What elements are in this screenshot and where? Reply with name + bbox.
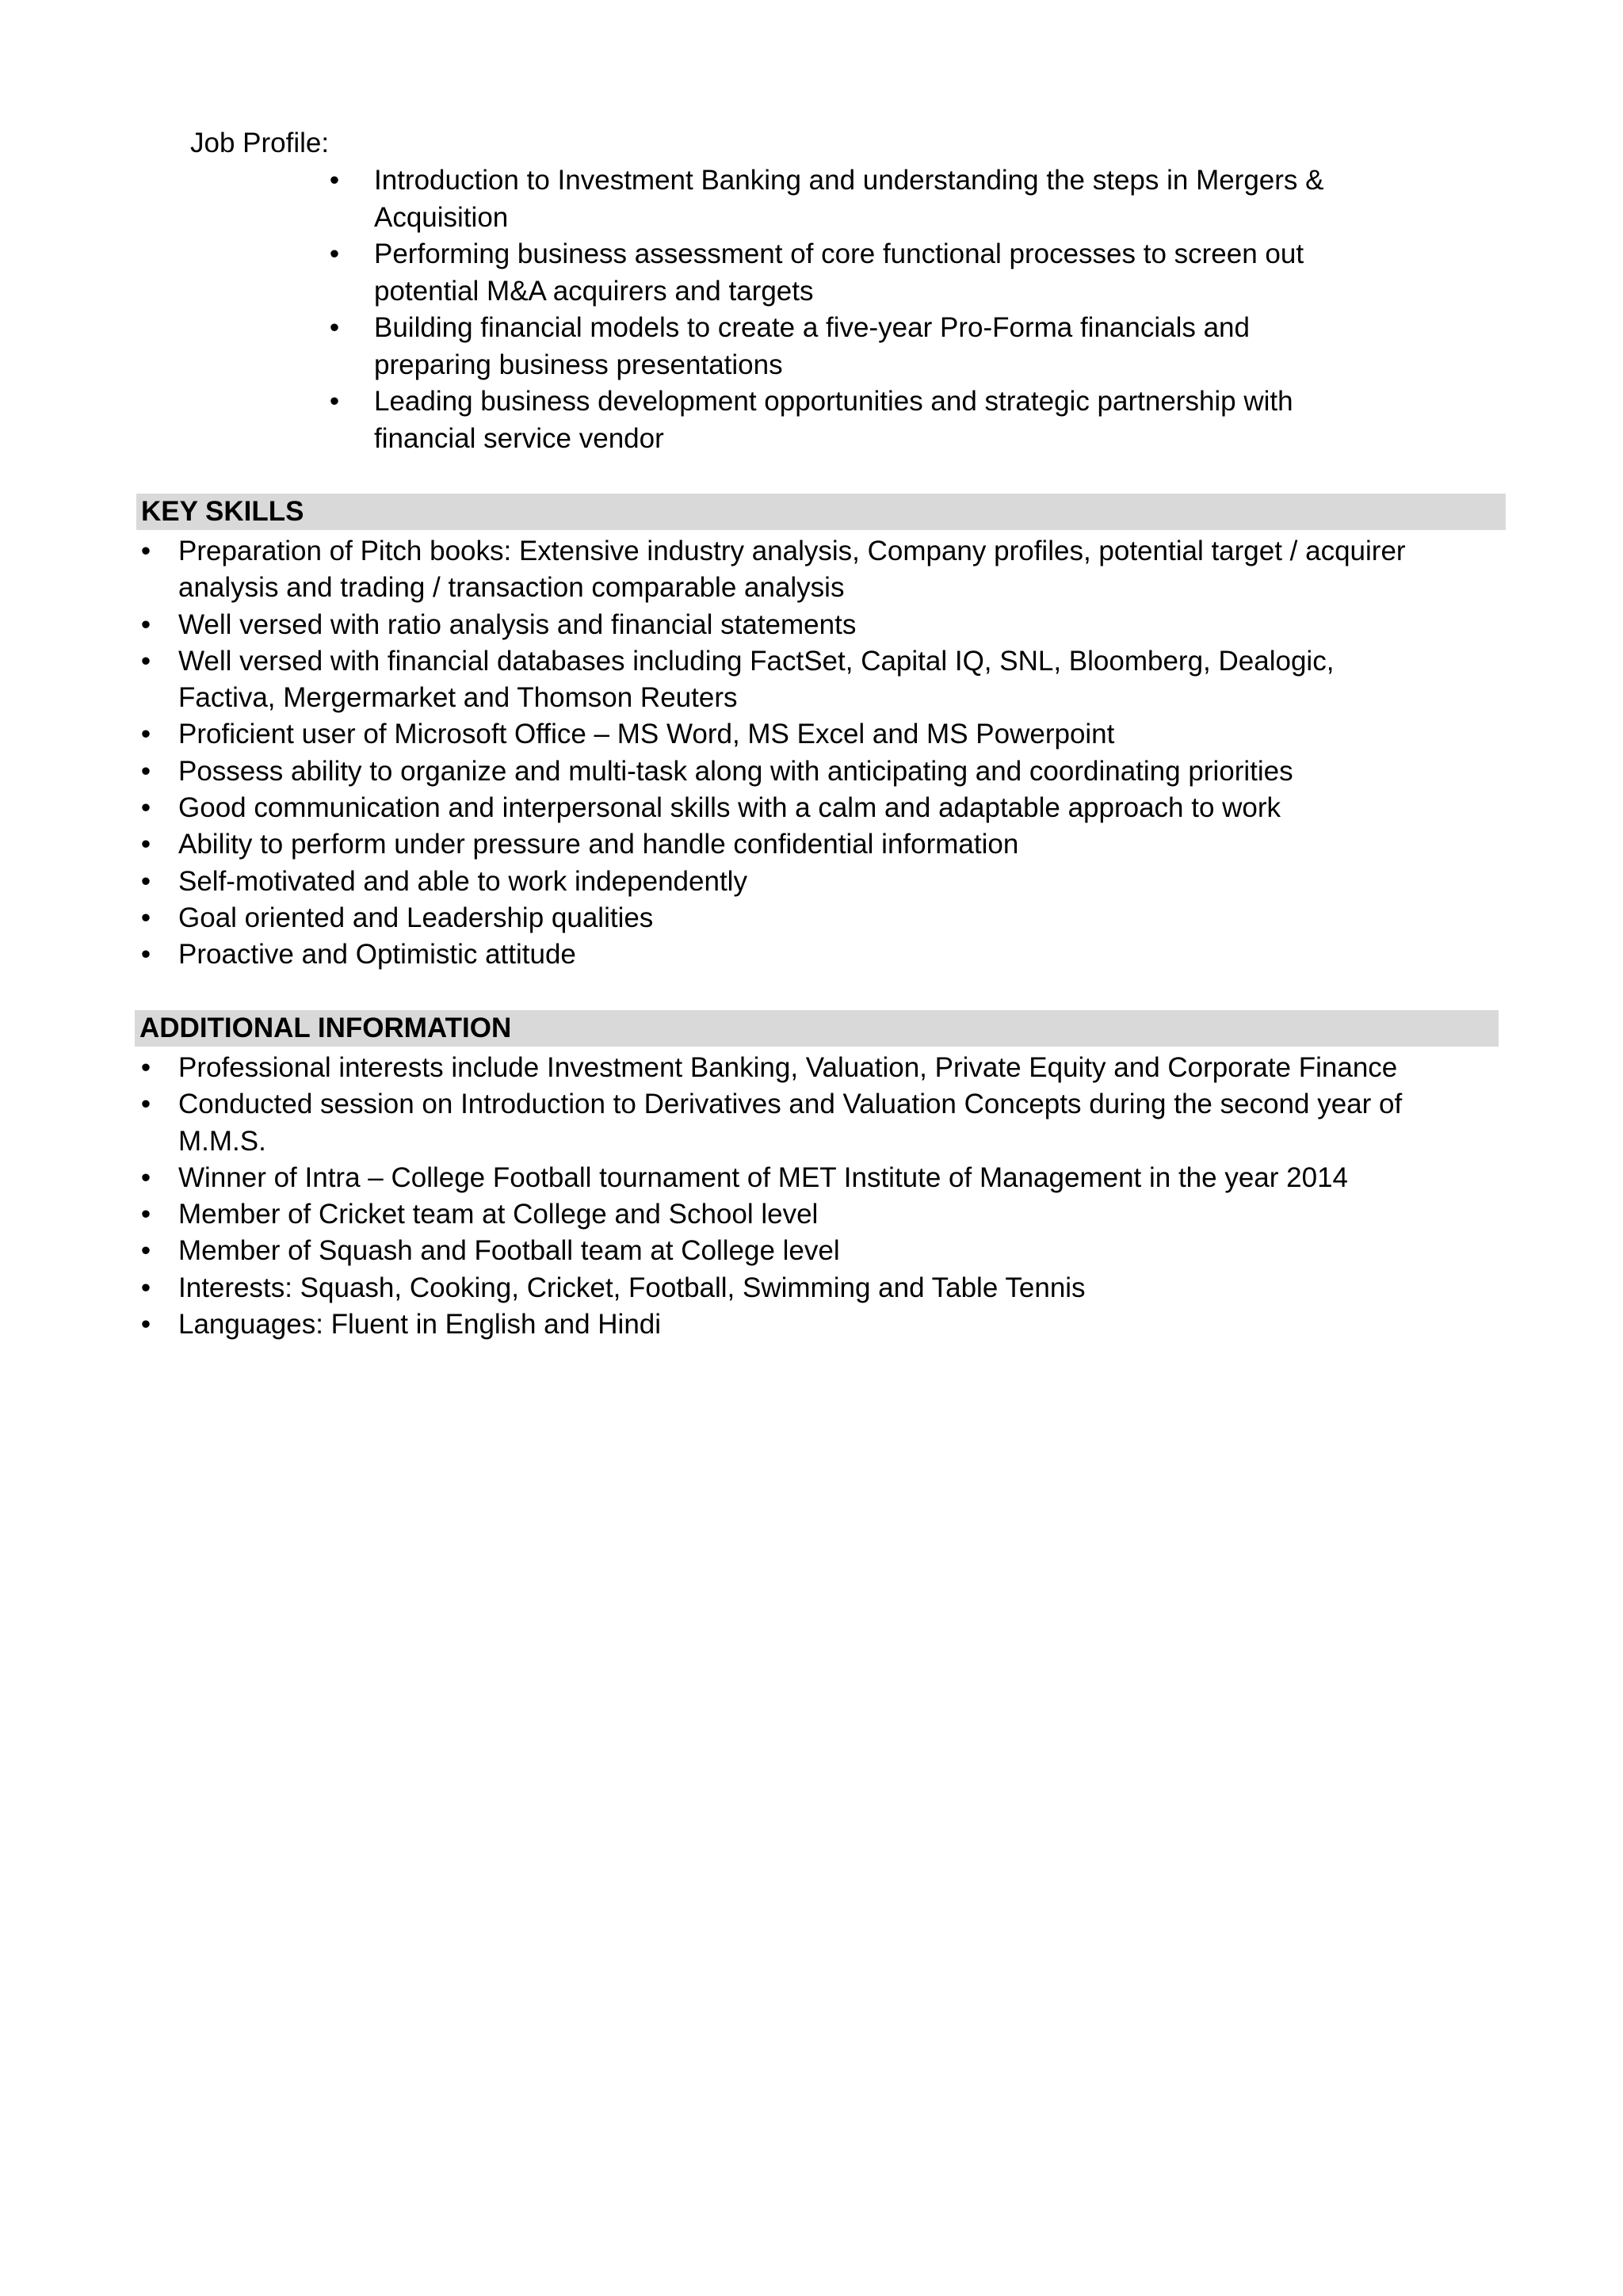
list-item-text: Winner of Intra – College Football tournament of MET Institute of Management in the year 2014 — [178, 1161, 1348, 1193]
list-item — [138, 533, 1415, 607]
list-item-text: Possess ability to organize and multi-task along with anticipating and coordinating priorities — [178, 755, 1293, 787]
bullet-icon: • — [140, 536, 151, 566]
job-profile-list — [327, 162, 1373, 457]
job-profile-title: Job Profile: — [190, 128, 330, 158]
bullet-icon: • — [140, 608, 151, 640]
list-item — [327, 383, 1357, 457]
bullet-icon: • — [140, 1199, 151, 1230]
bullet-icon: • — [329, 238, 340, 269]
list-item-text: Building financial models to create a five-year Pro-Forma financials and preparing business presentations — [374, 312, 1250, 380]
list-item — [138, 1050, 1415, 1086]
list-item-text: Introduction to Investment Banking and understanding the steps in Mergers & Acquisition — [374, 165, 1324, 233]
list-item — [138, 643, 1415, 717]
list-item-text: Proactive and Optimistic attitude — [178, 939, 576, 971]
list-item — [138, 1233, 1453, 1269]
list-item-text: Performing business assessment of core functional processes to screen out potential M&A acquirers and targets — [374, 238, 1304, 307]
list-item — [138, 1306, 1453, 1343]
list-item-text: Self-motivated and able to work independently — [178, 865, 747, 897]
list-item-text: Professional interests include Investment Banking, Valuation, Private Equity and Corporate Finance — [178, 1052, 1398, 1083]
bullet-icon: • — [140, 645, 151, 677]
list-item — [327, 236, 1357, 310]
bullet-icon: • — [140, 755, 151, 787]
list-item-text: Languages: Fluent in English and Hindi — [178, 1309, 662, 1341]
bullet-icon: • — [140, 1272, 151, 1303]
list-item — [138, 753, 1453, 790]
list-item — [138, 864, 1453, 900]
list-item-text: Well versed with financial databases including FactSet, Capital IQ, SNL, Bloomberg, Dealogic, Factiva, Mergermarket and Thomson Reuters — [178, 645, 1335, 714]
additional-information-header: ADDITIONAL INFORMATION — [135, 1010, 1499, 1047]
bullet-icon: • — [140, 719, 151, 750]
list-item — [138, 1270, 1453, 1306]
key-skills-header: KEY SKILLS — [136, 494, 1506, 530]
list-item-text: Good communication and interpersonal skills with a calm and adaptable approach to work — [178, 792, 1281, 824]
list-item — [138, 716, 1453, 753]
bullet-icon: • — [140, 939, 151, 971]
list-item-text: Leading business development opportunities and strategic partnership with financial service vendor — [374, 386, 1293, 454]
list-item-text: Proficient user of Microsoft Office – MS Word, MS Excel and MS Powerpoint — [178, 719, 1115, 750]
list-item — [138, 826, 1453, 863]
key-skills-list — [138, 533, 1453, 974]
bullet-icon: • — [140, 1235, 151, 1267]
list-item-text: Ability to perform under pressure and handle confidential information — [178, 829, 1019, 860]
additional-information-list — [138, 1050, 1453, 1343]
list-item — [138, 1086, 1494, 1160]
bullet-icon: • — [329, 312, 340, 343]
bullet-icon: • — [329, 386, 340, 417]
bullet-icon: • — [140, 1161, 151, 1193]
list-item-text: Preparation of Pitch books: Extensive industry analysis, Company profiles, potential target / acquirer analysis and trading / transaction comparable analysis — [178, 536, 1406, 604]
list-item — [138, 1160, 1453, 1196]
list-item-text: Member of Cricket team at College and School level — [178, 1199, 819, 1230]
bullet-icon: • — [140, 1089, 151, 1120]
bullet-icon: • — [140, 902, 151, 933]
list-item — [327, 310, 1357, 383]
bullet-icon: • — [140, 792, 151, 824]
list-item — [138, 1196, 1453, 1233]
bullet-icon: • — [140, 1309, 151, 1341]
bullet-icon: • — [140, 829, 151, 860]
list-item — [138, 936, 1453, 973]
list-item-text: Interests: Squash, Cooking, Cricket, Football, Swimming and Table Tennis — [178, 1272, 1086, 1303]
list-item-text: Member of Squash and Football team at College level — [178, 1235, 840, 1267]
list-item — [138, 900, 1453, 936]
list-item — [327, 162, 1357, 236]
bullet-icon: • — [140, 865, 151, 897]
list-item-text: Goal oriented and Leadership qualities — [178, 902, 654, 933]
list-item-text: Conducted session on Introduction to Derivatives and Valuation Concepts during the second year of M.M.S. — [178, 1089, 1403, 1157]
list-item — [138, 607, 1453, 643]
bullet-icon: • — [140, 1052, 151, 1083]
list-item — [138, 790, 1453, 826]
list-item-text: Well versed with ratio analysis and financial statements — [178, 608, 857, 640]
bullet-icon: • — [329, 165, 340, 196]
